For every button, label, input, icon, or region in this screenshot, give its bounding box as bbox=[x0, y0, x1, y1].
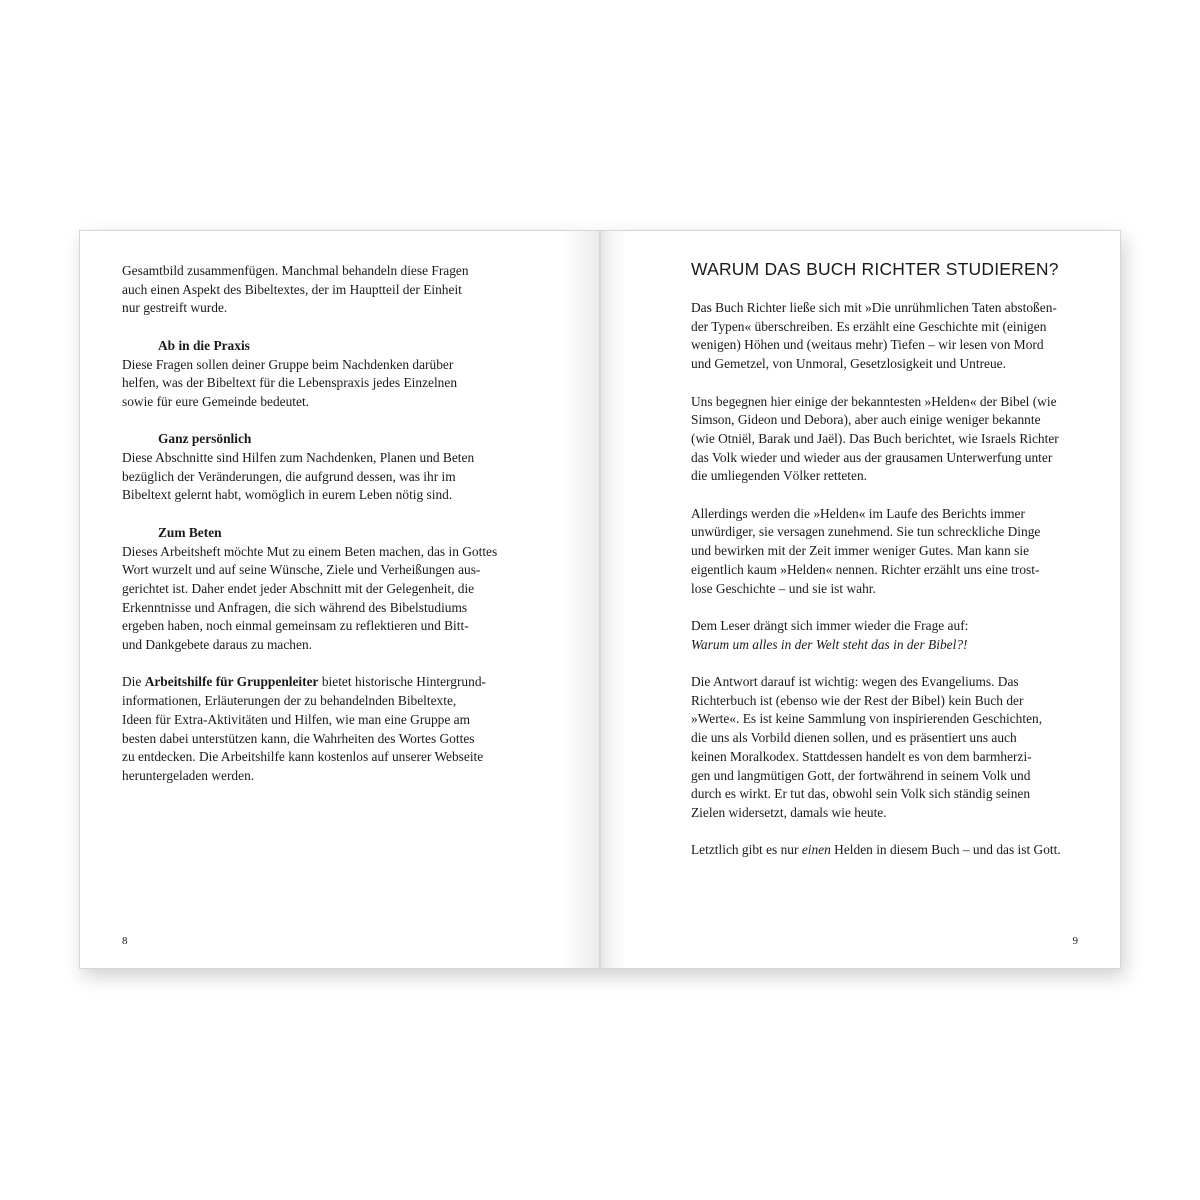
text-line bbox=[691, 841, 1091, 860]
text-line: gen und langmütigen Gott, der fortwährend in seinem Volk und bbox=[691, 767, 1031, 783]
text-line: die uns als Vorbild dienen sollen, und es präsentiert uns auch bbox=[691, 730, 1017, 746]
section-heading-persoenlich: Ganz persönlich bbox=[158, 431, 252, 447]
text-line: unwürdiger, sie versagen zunehmend. Sie tun schreckliche Dinge bbox=[691, 524, 1041, 540]
text-line: informationen, Erläuterungen der zu behandelnden Bibeltexte, bbox=[122, 693, 457, 709]
text-line: keinen Moralkodex. Stattdessen handelt es von dem barmherzi- bbox=[691, 748, 1032, 764]
left-page-text bbox=[122, 262, 522, 786]
text-line: Wort wurzelt und auf seine Wünsche, Ziele und Verheißungen aus- bbox=[122, 562, 481, 578]
page-title: WARUM DAS BUCH RICHTER STUDIEREN? bbox=[691, 259, 1059, 279]
text-line: Richterbuch ist (ebenso wie der Rest der Bibel) kein Buch der bbox=[691, 692, 1024, 708]
text-line: Simson, Gideon und Debora), aber auch einige weniger bekannte bbox=[691, 412, 1041, 428]
text-line: ergeben haben, noch einmal gemeinsam zu reflektieren und Bitt- bbox=[122, 618, 469, 634]
page-number: 8 bbox=[122, 935, 128, 947]
text-line: helfen, was der Bibeltext für die Lebenspraxis jedes Einzelnen bbox=[122, 375, 458, 391]
text-line: Bibeltext gelernt habt, womöglich in eurem Leben nötig sind. bbox=[122, 487, 453, 503]
text-line: Zielen widersetzt, damals wie heute. bbox=[691, 804, 887, 820]
right-page-text bbox=[691, 299, 1091, 860]
left-page bbox=[79, 230, 600, 969]
text-line: auch einen Aspekt des Bibeltextes, der im Hauptteil der Einheit bbox=[122, 281, 462, 297]
text-line: gerichtet ist. Daher endet jeder Abschnitt mit der Gelegenheit, die bbox=[122, 580, 475, 596]
text-line: und Dankgebete daraus zu machen. bbox=[122, 637, 312, 653]
text-line: und bewirken mit der Zeit immer weniger Gutes. Man kann sie bbox=[691, 543, 1030, 559]
text-line: der Typen« überschreiben. Es erzählt eine Geschichte mit (einigen bbox=[691, 318, 1047, 334]
section-heading-beten: Zum Beten bbox=[158, 524, 222, 540]
book-spread bbox=[79, 230, 1121, 969]
text-line: das Volk wieder und wieder aus der grausamen Unterwerfung unter bbox=[691, 449, 1053, 465]
text-line: Gesamtbild zusammenfügen. Manchmal behandeln diese Fragen bbox=[122, 263, 469, 278]
text-fragment: bietet historische Hintergrund- bbox=[318, 674, 486, 690]
text-line: nur gestreift wurde. bbox=[122, 300, 228, 316]
text-line: die umliegenden Völker retteten. bbox=[691, 468, 868, 484]
text-line: Das Buch Richter ließe sich mit »Die unrühmlichen Taten abstoßen- bbox=[691, 300, 1057, 315]
text-line: Allerdings werden die »Helden« im Laufe des Berichts immer bbox=[691, 505, 1025, 521]
text-line: Erkenntnisse und Anfragen, die sich während des Bibelstudiums bbox=[122, 599, 468, 615]
page-number: 9 bbox=[1072, 935, 1078, 947]
text-line: heruntergeladen werden. bbox=[122, 767, 255, 783]
text-line: Dieses Arbeitsheft möchte Mut zu einem Beten machen, das in Gottes bbox=[122, 543, 498, 559]
text-line: durch es wirkt. Er tut das, obwohl sein Volk sich ständig seinen bbox=[691, 786, 1031, 802]
text-line: (wie Otniël, Barak und Jaël). Das Buch berichtet, wie Israels Richter bbox=[691, 430, 1059, 446]
section-heading-praxis: Ab in die Praxis bbox=[158, 337, 250, 353]
text-line: Die Antwort darauf ist wichtig: wegen des Evangeliums. Das bbox=[691, 674, 1019, 689]
italic-word: einen bbox=[801, 842, 831, 858]
text-fragment: Die bbox=[122, 674, 145, 690]
text-line bbox=[122, 673, 522, 692]
text-fragment: Letztlich gibt es nur bbox=[691, 842, 802, 858]
text-line: zu entdecken. Die Arbeitshilfe kann kostenlos auf unserer Webseite bbox=[122, 749, 484, 765]
text-line: besten dabei unterstützen kann, die Wahrheiten des Wortes Gottes bbox=[122, 730, 475, 746]
text-line: und Gemetzel, von Unmoral, Gesetzlosigkeit und Untreue. bbox=[691, 356, 1006, 372]
text-line: eigentlich kaum »Helden« nennen. Richter erzählt uns eine trost- bbox=[691, 561, 1040, 577]
text-line: Diese Fragen sollen deiner Gruppe beim Nachdenken darüber bbox=[122, 356, 454, 372]
text-line: Dem Leser drängt sich immer wieder die Frage auf: bbox=[691, 617, 969, 633]
text-line: bezüglich der Veränderungen, die aufgrund dessen, was ihr im bbox=[122, 468, 456, 484]
text-line: lose Geschichte – und sie ist wahr. bbox=[691, 580, 876, 596]
text-line: Ideen für Extra-Aktivitäten und Hilfen, wie man eine Gruppe am bbox=[122, 711, 471, 727]
text-line: Diese Abschnitte sind Hilfen zum Nachdenken, Planen und Beten bbox=[122, 450, 475, 465]
text-line: »Werte«. Es ist keine Sammlung von inspirierenden Geschichten, bbox=[691, 711, 1043, 727]
text-line: wenigen) Höhen und (weitaus mehr) Tiefen – wir lesen von Mord bbox=[691, 337, 1044, 353]
text-fragment: Helden in diesem Buch – und das ist Gott. bbox=[830, 842, 1061, 858]
text-line: sowie für eure Gemeinde bedeutet. bbox=[122, 393, 310, 409]
right-page bbox=[600, 230, 1121, 969]
bold-term: Arbeitshilfe für Gruppenleiter bbox=[144, 674, 319, 690]
text-line: Uns begegnen hier einige der bekanntesten »Helden« der Bibel (wie bbox=[691, 393, 1057, 409]
italic-question: Warum um alles in der Welt steht das in der Bibel?! bbox=[691, 636, 968, 652]
